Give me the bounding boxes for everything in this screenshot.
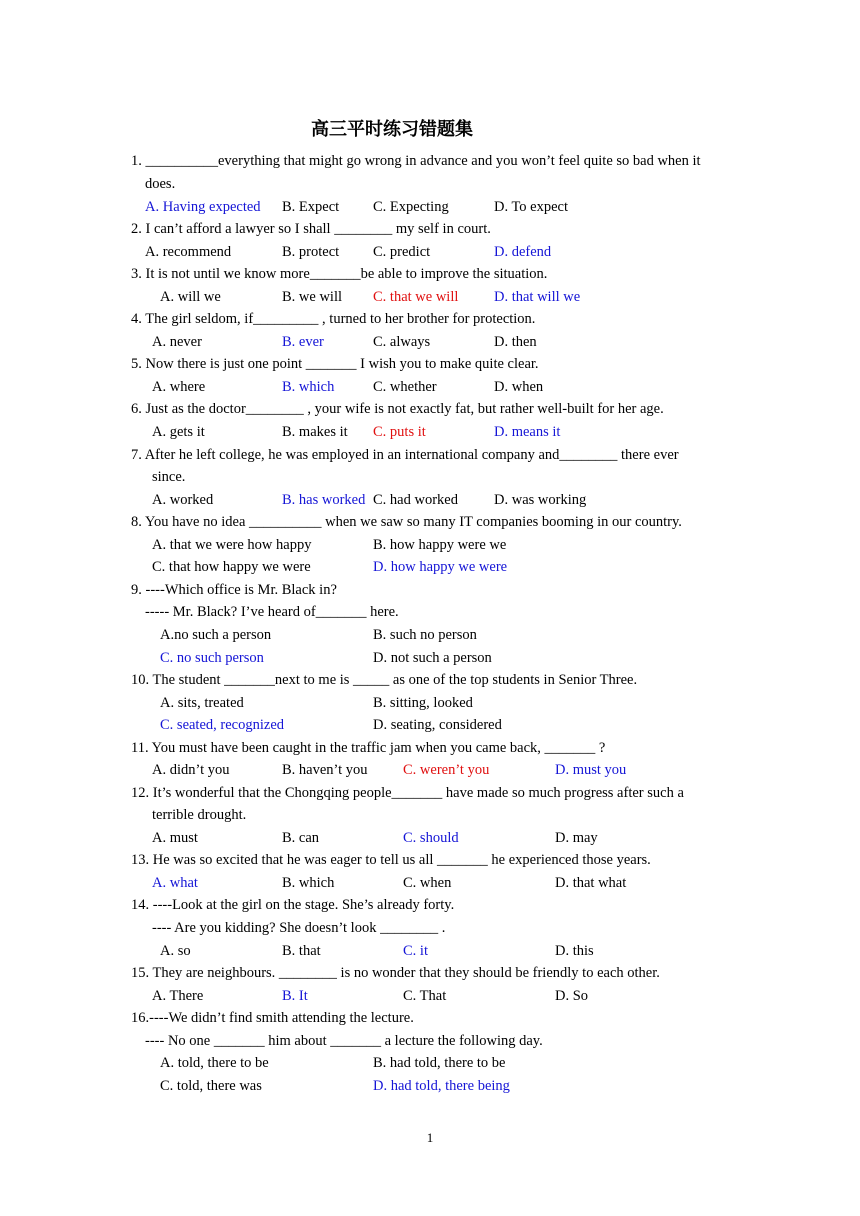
question-7-line-2: since. bbox=[152, 469, 186, 485]
question-11-line-1: 11. You must have been caught in the traffic jam when you came back, _______ ? bbox=[131, 740, 606, 756]
option-b[interactable]: B. has worked bbox=[282, 492, 366, 508]
option-c[interactable]: C. always bbox=[373, 334, 431, 350]
page-number: 1 bbox=[426, 1130, 434, 1145]
question-14-line-2: ---- Are you kidding? She doesn’t look ________ . bbox=[152, 920, 446, 936]
option-c[interactable]: C. predict bbox=[373, 244, 431, 260]
question-13-line-1: 13. He was so excited that he was eager to tell us all _______ he experienced those years. bbox=[131, 852, 651, 868]
question-1-line-1: 1. __________everything that might go wrong in advance and you won’t feel quite so bad when it bbox=[131, 153, 701, 169]
option-d[interactable]: D. when bbox=[494, 379, 544, 395]
question-6-line-1: 6. Just as the doctor________ , your wife is not exactly fat, but rather well-built for her age. bbox=[131, 401, 664, 417]
option-d[interactable]: D. means it bbox=[494, 424, 561, 440]
option-c[interactable]: C. should bbox=[403, 830, 459, 846]
option-b[interactable]: B. which bbox=[282, 875, 335, 891]
question-16-line-1: 16.----We didn’t find smith attending the lecture. bbox=[131, 1010, 414, 1026]
option-d[interactable]: D. not such a person bbox=[373, 650, 492, 666]
page-title: 高三平时练习错题集 bbox=[311, 119, 473, 140]
option-c[interactable]: C. Expecting bbox=[373, 199, 449, 215]
option-c[interactable]: C. puts it bbox=[373, 424, 426, 440]
option-b[interactable]: B. such no person bbox=[373, 627, 477, 643]
option-b[interactable]: B. that bbox=[282, 943, 321, 959]
option-b[interactable]: B. we will bbox=[282, 289, 343, 305]
question-3-line-1: 3. It is not until we know more_______be able to improve the situation. bbox=[131, 266, 548, 282]
question-15-line-1: 15. They are neighbours. ________ is no wonder that they should be friendly to each other. bbox=[131, 965, 660, 981]
option-d[interactable]: D. defend bbox=[494, 244, 552, 260]
option-d[interactable]: D. that what bbox=[555, 875, 627, 891]
option-a[interactable]: A. worked bbox=[152, 492, 214, 508]
question-9-line-2: ----- Mr. Black? I’ve heard of_______ here. bbox=[145, 604, 399, 620]
option-c[interactable]: C. weren’t you bbox=[403, 762, 490, 778]
option-c[interactable]: C. That bbox=[403, 988, 447, 1004]
option-d[interactable]: D. was working bbox=[494, 492, 587, 508]
option-d[interactable]: D. how happy we were bbox=[373, 559, 508, 575]
question-9-line-1: 9. ----Which office is Mr. Black in? bbox=[131, 582, 337, 598]
option-c[interactable]: C. it bbox=[403, 943, 428, 959]
option-a[interactable]: A. recommend bbox=[145, 244, 232, 260]
option-b[interactable]: B. protect bbox=[282, 244, 340, 260]
option-a[interactable]: A. that we were how happy bbox=[152, 537, 312, 553]
question-2-line-1: 2. I can’t afford a lawyer so I shall ________ my self in court. bbox=[131, 221, 491, 237]
option-d[interactable]: D. had told, there being bbox=[373, 1078, 510, 1094]
option-b[interactable]: B. Expect bbox=[282, 199, 340, 215]
option-a[interactable]: A. gets it bbox=[152, 424, 205, 440]
option-d[interactable]: D. must you bbox=[555, 762, 627, 778]
question-1-line-2: does. bbox=[145, 176, 176, 192]
option-d[interactable]: D. may bbox=[555, 830, 598, 846]
option-c[interactable]: C. had worked bbox=[373, 492, 458, 508]
option-b[interactable]: B. makes it bbox=[282, 424, 348, 440]
option-c[interactable]: C. no such person bbox=[160, 650, 264, 666]
option-a[interactable]: A. will we bbox=[160, 289, 221, 305]
option-a[interactable]: A. told, there to be bbox=[160, 1055, 269, 1071]
option-b[interactable]: B. It bbox=[282, 988, 308, 1004]
option-b[interactable]: B. haven’t you bbox=[282, 762, 368, 778]
option-c[interactable]: C. that we will bbox=[373, 289, 459, 305]
option-c[interactable]: C. whether bbox=[373, 379, 437, 395]
option-d[interactable]: D. that will we bbox=[494, 289, 581, 305]
question-14-line-1: 14. ----Look at the girl on the stage. She’s already forty. bbox=[131, 897, 455, 913]
option-b[interactable]: B. ever bbox=[282, 334, 324, 350]
option-a[interactable]: A. There bbox=[152, 988, 204, 1004]
option-a[interactable]: A. never bbox=[152, 334, 202, 350]
option-b[interactable]: B. which bbox=[282, 379, 335, 395]
option-d[interactable]: D. then bbox=[494, 334, 537, 350]
question-8-line-1: 8. You have no idea __________ when we saw so many IT companies booming in our country. bbox=[131, 514, 682, 530]
option-c[interactable]: C. when bbox=[403, 875, 452, 891]
question-4-line-1: 4. The girl seldom, if_________ , turned to her brother for protection. bbox=[131, 311, 536, 327]
option-d[interactable]: D. To expect bbox=[494, 199, 569, 215]
option-c[interactable]: C. that how happy we were bbox=[152, 559, 311, 575]
question-5-line-1: 5. Now there is just one point _______ I wish you to make quite clear. bbox=[131, 356, 539, 372]
option-c[interactable]: C. told, there was bbox=[160, 1078, 262, 1094]
option-d[interactable]: D. this bbox=[555, 943, 594, 959]
option-b[interactable]: B. can bbox=[282, 830, 320, 846]
option-a[interactable]: A. so bbox=[160, 943, 191, 959]
option-b[interactable]: B. had told, there to be bbox=[373, 1055, 506, 1071]
question-12-line-2: terrible drought. bbox=[152, 807, 247, 823]
option-d[interactable]: D. seating, considered bbox=[373, 717, 502, 733]
option-b[interactable]: B. sitting, looked bbox=[373, 695, 473, 711]
option-d[interactable]: D. So bbox=[555, 988, 589, 1004]
option-c[interactable]: C. seated, recognized bbox=[160, 717, 285, 733]
question-7-line-1: 7. After he left college, he was employed in an international company and________ there ever bbox=[131, 447, 679, 463]
option-a[interactable]: A. must bbox=[152, 830, 198, 846]
option-a[interactable]: A.no such a person bbox=[160, 627, 272, 643]
option-a[interactable]: A. what bbox=[152, 875, 198, 891]
option-a[interactable]: A. where bbox=[152, 379, 206, 395]
option-a[interactable]: A. Having expected bbox=[145, 199, 261, 215]
option-a[interactable]: A. sits, treated bbox=[160, 695, 244, 711]
question-10-line-1: 10. The student _______next to me is _____ as one of the top students in Senior Three. bbox=[131, 672, 638, 688]
option-b[interactable]: B. how happy were we bbox=[373, 537, 507, 553]
option-a[interactable]: A. didn’t you bbox=[152, 762, 230, 778]
question-12-line-1: 12. It’s wonderful that the Chongqing people_______ have made so much progress after such a bbox=[131, 785, 684, 801]
question-16-line-2: ---- No one _______ him about _______ a lecture the following day. bbox=[145, 1033, 543, 1049]
